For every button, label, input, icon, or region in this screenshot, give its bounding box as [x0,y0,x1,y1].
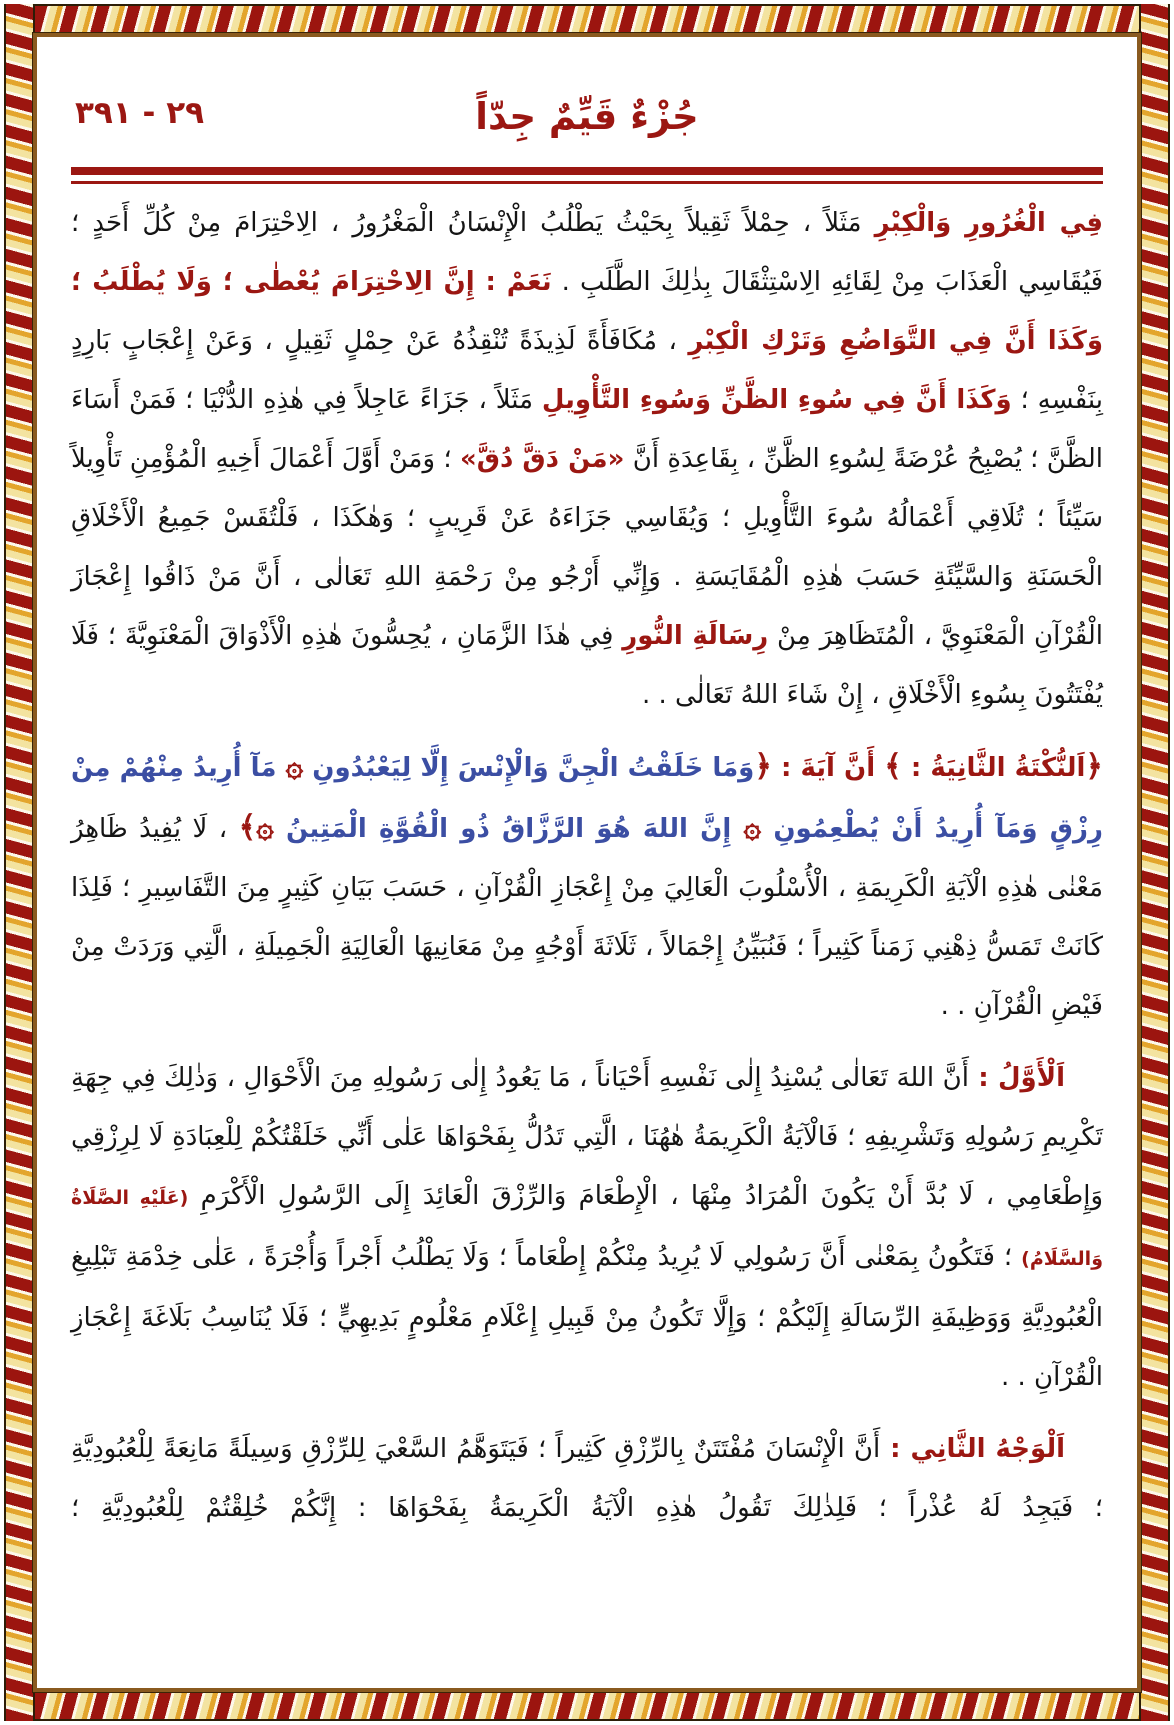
paragraph-second-aspect [71,1420,1103,1538]
page-title: جُزْءٌ قَيِّمٌ جِدّاً [475,95,699,138]
section-heading: اَلْأَوَّلُ : [968,1063,1065,1093]
ornamental-border-right [1139,4,1170,1721]
page-content [37,37,1137,1688]
body-text: أَنَّ اللهَ تَعَالٰى يُسْنِدُ إِلٰى نَفْسِهِ أَحْيَاناً ، مَا يَعُودُ إِلٰى رَسُولِهِ مِنَ الْأَحْوَالِ ، وَذٰلِكَ فِي جِهَةِ تَكْرِيمِ رَسُولِهِ وَتَشْرِيفِهِ ؛ فَالْآيَةُ الْكَرِيمَةُ هٰهُنَا ، الَّتِي تَدُلُّ بِفَحْوَاهَا عَلٰى أَنِّي خَلَقْتُكُمْ لِلْعِبَادَةِ لَا لِرِزْقِي وَإِطْعَامِي ، لَا بُدَّ أَنْ يَكُونَ الْمُرَادُ مِنْهَا ، الْإِطْعَامَ وَالرِّزْقَ الْعَائِدَ إِلَى الرَّسُولِ الْأَكْرَمِ [71,1063,1104,1211]
body-text: فِي هٰذَا الزَّمَانِ ، يُحِسُّونَ هٰذِهِ الْأَذْوَاقَ الْمَعْنَوِيَّةَ ؛ فَلَا يُفْتَتُونَ بِسُوءِ الْأَخْلَاقِ ، إِنْ شَاءَ اللهُ تَعَالٰى . . [71,621,1103,710]
emphasis-red: «مَنْ دَقَّ دُقَّ» [459,444,625,474]
salawat-seal: (عَلَيْهِ الصَّلَاةُ وَالسَّلَامُ) [71,1187,1103,1270]
body-text: ، مُكَافَأَةً لَذِيذَةً تُنْقِذُهُ عَنْ حِمْلٍ ثَقِيلٍ ، وَعَنْ إِعْجَابٍ بَارِدٍ بِنَفْسِهِ ؛ [71,326,1103,415]
quran-verse: إِنَّ اللهَ هُوَ الرَّزَّاقُ ذُو الْقُوَّةِ الْمَتِينُ [273,814,744,844]
body-text-block [71,194,1103,1538]
emphasis-red: نَعَمْ : إِنَّ الِاحْتِرَامَ يُعْطٰى ؛ وَلَا يُطْلَبُ ؛ وَكَذَا أَنَّ فِي التَّوَاضُعِ وَتَرْكِ الْكِبْرِ [71,267,1103,356]
quran-verse: وَمَا خَلَقْتُ الْجِنَّ وَالْإِنْسَ إِلَّا لِيَعْبُدُونِ [303,753,755,783]
header-divider-rule [71,167,1103,184]
aya-separator-icon: ۞ [256,810,274,845]
aya-separator-icon: ۞ [285,749,304,784]
ornamental-border-top [4,4,1170,35]
body-text: ، لَا يُفِيدُ ظَاهِرُ مَعْنٰى هٰذِهِ الْآيَةِ الْكَرِيمَةِ ، الْأُسْلُوبَ الْعَالِيَ مِنْ إِعْجَازِ الْقُرْآنِ ، حَسَبَ بَيَانِ كَثِيرٍ مِنَ التَّفَاسِيرِ ؛ فَلِذَا كَانَتْ تَمَسُّ ذِهْنِي زَمَناً كَثِيراً ؛ فَنُبَيِّنُ إِجْمَالاً ، ثَلَاثَةَ أَوْجُهٍ مِنْ مَعَانِيهَا الْعَالِيَةِ الْجَمِيلَةِ ، الَّتِي وَرَدَتْ مِنْ فَيْضِ الْقُرْآنِ . . [71,814,1103,1021]
section-heading: اَلنُّكْتَةُ الثَّانِيَةُ : [901,753,1086,783]
paragraph-second-point [71,737,1103,1036]
aya-separator-icon: ۞ [743,810,762,845]
emphasis-red: فِي الْغُرُورِ وَالْكِبْرِ [874,208,1103,238]
emphasis-red: وَكَذَا أَنَّ فِي سُوءِ الظَّنِّ وَسُوءِ التَّأْوِيلِ [541,385,1012,415]
body-text: أَنَّ الْإِنْسَانَ مُفْتَتَنٌ بِالرِّزْقِ كَثِيراً ؛ فَيَتَوَهَّمُ السَّعْيَ لِلرِّزْقِ وَسِيلَةً مَانِعَةً لِلْعُبُودِيَّةِ ؛ فَيَجِدُ لَهُ عُذْراً ؛ فَلِذٰلِكَ تَقُولُ هٰذِهِ الْآيَةُ الْكَرِيمَةُ بِفَحْوَاهَا : إِنَّكُمْ خُلِقْتُمْ لِلْعُبُودِيَّةِ ؛ [71,1434,1103,1523]
ornate-bracket-icon: ﴾ [238,810,257,845]
page-number: ٢٩ - ٣٩١ [75,95,205,131]
section-heading: اَلْوَجْهُ الثَّانِي : [880,1434,1065,1464]
body-text: مَثَلاً ، حِمْلاً ثَقِيلاً بِحَيْثُ يَطْلُبُ الْإِنْسَانُ الْمَغْرُورُ ، الِاحْتِرَامَ مِنْ كُلِّ أَحَدٍ ؛ فَيُقَاسِي الْعَذَابَ مِنْ لِقَائِهِ الِاسْتِثْقَالَ بِذٰلِكَ الطَّلَبِ . [71,208,1103,297]
body-text: مَثَلاً ، جَزَاءً عَاجِلاً فِي هٰذِهِ الدُّنْيَا ؛ فَمَنْ أَسَاءَ الظَّنَّ ؛ يُصْبِحُ عُرْضَةً لِسُوءِ الظَّنِّ ، بِقَاعِدَةِ أَنَّ [71,385,1103,474]
emphasis-red: رِسَالَةِ النُّورِ [622,621,769,651]
page-header [71,85,1103,157]
paragraph-intro [71,194,1103,725]
quran-verse: مَآ أُرِيدُ مِنْهُمْ مِنْ رِزْقٍ وَمَآ أُرِيدُ أَنْ يُطْعِمُونِ [71,753,1103,844]
ornate-bracket-icon: ﴿ [754,749,772,784]
ornate-bracket-icon: ﴾ [884,749,902,784]
emphasis-red: أَنَّ آيَةَ : [771,753,885,783]
ornamental-border-bottom [4,1690,1170,1721]
body-text: ؛ فَتَكُونُ بِمَعْنٰى أَنَّ رَسُولِي لَا يُرِيدُ مِنْكُمْ إِطْعَاماً ؛ وَلَا يَطْلُبُ أَجْراً وَأُجْرَةً ، عَلٰى خِدْمَةِ تَبْلِيغِ الْعُبُودِيَّةِ وَوَظِيفَةِ الرِّسَالَةِ إِلَيْكُمْ ؛ وَإِلَّا تَكُونُ مِنْ قَبِيلِ إِعْلَامِ مَعْلُومٍ بَدِيهِيٍّ ؛ فَلَا يُنَاسِبُ بَلَاغَةَ إِعْجَازِ الْقُرْآنِ . . [71,1242,1103,1392]
ornamental-border-left [4,4,35,1721]
ornate-bracket-icon: ﴿ [1085,749,1103,784]
paragraph-first-aspect [71,1049,1103,1407]
body-text: ؛ وَمَنْ أَوَّلَ أَعْمَالَ أَخِيهِ الْمُؤْمِنِ تَأْوِيلاً سَيِّئاً ؛ تُلَاقِي أَعْمَالُهُ سُوءَ التَّأْوِيلِ ؛ وَيُقَاسِي جَزَاءَهُ عَنْ قَرِيبٍ ؛ وَهٰكَذَا ، فَلْتُقَسْ جَمِيعُ الْأَخْلَاقِ الْحَسَنَةِ وَالسَّيِّئَةِ حَسَبَ هٰذِهِ الْمُقَايَسَةِ . وَإِنِّي أَرْجُو مِنْ رَحْمَةِ اللهِ تَعَالٰى ، أَنَّ مَنْ ذَاقُوا إِعْجَازَ الْقُرْآنِ الْمَعْنَوِيَّ ، الْمُتَظَاهِرَ مِنْ [71,444,1104,651]
